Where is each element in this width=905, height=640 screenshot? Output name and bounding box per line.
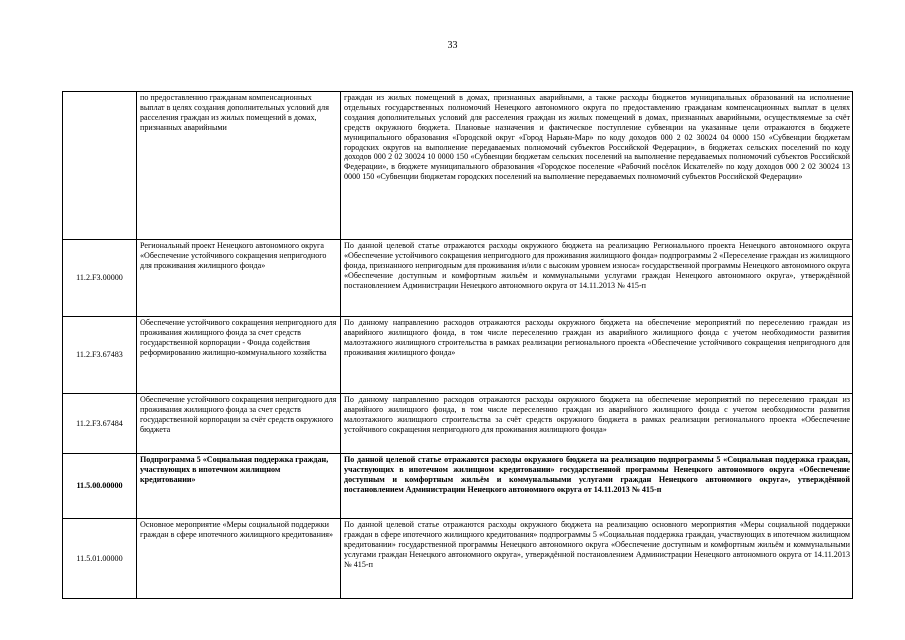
- target-article-name: по предоставлению гражданам компенсационных выплат в целях создания дополнительных условий для расселения граждан из жилых помещений в домах, признанных аварийными: [137, 92, 341, 240]
- target-article-code: 11.2.F3.00000: [63, 240, 137, 317]
- target-article-code: 11.2.F3.67484: [63, 394, 137, 454]
- table-row: [63, 519, 853, 599]
- target-article-name: Обеспечение устойчивого сокращения непригодного для проживания жилищного фонда за счет средств государственной корпорации за счёт средств окружного бюджета: [137, 394, 341, 454]
- target-article-code: 11.5.01.00000: [63, 519, 137, 599]
- target-article-name: Региональный проект Ненецкого автономного округа «Обеспечение устойчивого сокращения непригодного для проживания жилищного фонда»: [137, 240, 341, 317]
- table-row: [63, 92, 853, 240]
- target-article-code: 11.2.F3.67483: [63, 317, 137, 394]
- table-row: [63, 394, 853, 454]
- table-row: [63, 240, 853, 317]
- target-article-description: По данной целевой статье отражаются расходы окружного бюджета на реализацию подпрограммы 5 «Социальная поддержка граждан, участвующих в ипотечном жилищном кредитовании» государственной программы Ненецкого автономного округа «Обеспечение доступным и комфортным жильём и коммунальными услугами граждан Ненецкого автономного округа», утверждённой постановлением Администрации Ненецкого автономного округа от 14.11.2013 № 415-п: [341, 454, 853, 519]
- target-article-code: [63, 92, 137, 240]
- target-article-description: По данному направлению расходов отражаются расходы окружного бюджета на обеспечение мероприятий по переселению граждан из аварийного жилищного фонда, в том числе переселению граждан из аварийного жилищного фонда с учетом необходимости развития малоэтажного жилищного строительства в рамках реализации регионального проекта «Обеспечение устойчивого сокращения непригодного для проживания жилищного фонда»: [341, 317, 853, 394]
- target-article-description: По данной целевой статье отражаются расходы окружного бюджета на реализацию основного мероприятия «Меры социальной поддержки граждан в сфере ипотечного жилищного кредитования» подпрограммы 5 «Социальная поддержка граждан, участвующих в ипотечном жилищном кредитовании» государственной программы Ненецкого автономного округа «Обеспечение доступным и комфортным жильём и коммунальными услугами граждан Ненецкого автономного округа», утверждённой постановлением Администрации Ненецкого автономного округа от 14.11.2013 № 415-п: [341, 519, 853, 599]
- target-article-name: Подпрограмма 5 «Социальная поддержка граждан, участвующих в ипотечном жилищном кредитовании»: [137, 454, 341, 519]
- table-row: [63, 317, 853, 394]
- target-article-description: граждан из жилых помещений в домах, признанных аварийными, а также расходы бюджетов муниципальных образований на исполнение отдельных государственных полномочий Ненецкого автономного округа по предоставлению гражданам компенсационных выплат в целях создания дополнительных условий для расселения граждан из жилых помещений в домах, признанных аварийными, осуществляемые за счёт средств окружного бюджета. Плановые назначения и фактическое поступление субвенции на указанные цели отражаются в бюджете муниципального образования «Городской округ «Город Нарьян-Мар» по коду доходов 000 2 02 30024 04 0000 150 «Субвенции бюджетам городских округов на выполнение передаваемых полномочий субъектов Российской Федерации», в бюджетах сельских поселений по коду доходов 000 2 02 30024 10 0000 150 «Субвенции бюджетам сельских поселений на выполнение передаваемых полномочий субъектов Российской Федерации», в бюджете муниципального образования «Городское поселение «Рабочий посёлок Искателей» по коду доходов 000 2 02 30024 13 0000 150 «Субвенции бюджетам городских поселений на выполнение передаваемых полномочий субъектов Российской Федерации»: [341, 92, 853, 240]
- table-row-subprogram: [63, 454, 853, 519]
- target-article-description: По данному направлению расходов отражаются расходы окружного бюджета на обеспечение мероприятий по переселению граждан из аварийного жилищного фонда, в том числе переселению граждан из аварийного жилищного фонда с учетом необходимости развития малоэтажного жилищного строительства за счёт средств окружного бюджета в рамках реализации регионального проекта «Обеспечение устойчивого сокращения непригодного для проживания жилищного фонда»: [341, 394, 853, 454]
- target-article-name: Обеспечение устойчивого сокращения непригодного для проживания жилищного фонда за счет средств государственной корпорации - Фонда содействия реформированию жилищно-коммунального хозяйства: [137, 317, 341, 394]
- target-article-description: По данной целевой статье отражаются расходы окружного бюджета на реализацию Регионального проекта Ненецкого автономного округа «Обеспечение устойчивого сокращения непригодного для проживания жилищного фонда» подпрограммы 2 «Переселение граждан из жилищного фонда, признанного непригодным для проживания и/или с высоким уровнем износа» государственной программы Ненецкого автономного округа «Обеспечение доступным и комфортным жильём и коммунальными услугами граждан Ненецкого автономного округа», утверждённой постановлением Администрации Ненецкого автономного округа от 14.11.2013 № 415-п: [341, 240, 853, 317]
- page-number: 33: [447, 40, 458, 51]
- budget-classification-table: [62, 91, 853, 599]
- target-article-code: 11.5.00.00000: [63, 454, 137, 519]
- target-article-name: Основное мероприятие «Меры социальной поддержки граждан в сфере ипотечного жилищного кредитования»: [137, 519, 341, 599]
